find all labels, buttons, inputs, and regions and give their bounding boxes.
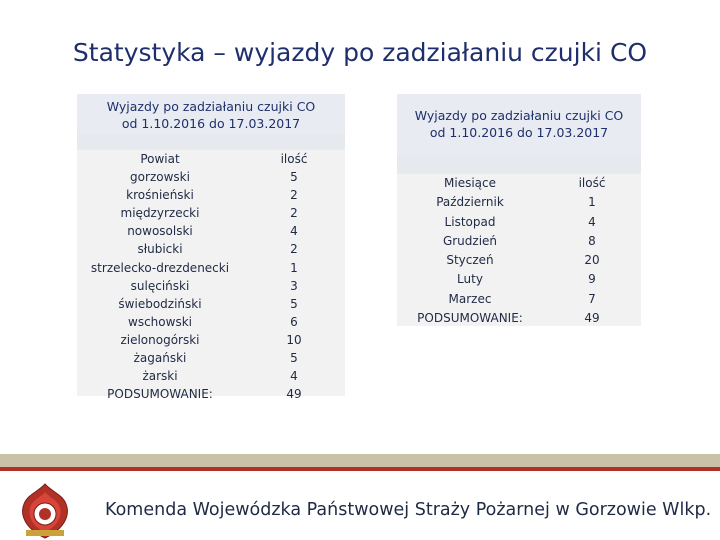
- footer-stripe: [0, 467, 720, 471]
- powiat-row-name: gorzowski: [130, 170, 190, 185]
- powiat-table-header-line2: od 1.10.2016 do 17.03.2017: [121, 116, 301, 131]
- powiat-summary-label: PODSUMOWANIE:: [107, 387, 213, 402]
- powiat-row-count: 1: [290, 260, 298, 275]
- miesiace-table: [397, 94, 641, 326]
- powiat-row-count: 6: [290, 314, 298, 329]
- powiat-table-body: [77, 150, 345, 403]
- powiat-row-name: słubicki: [137, 242, 183, 257]
- powiat-row-name: międzyrzecki: [120, 206, 200, 221]
- miesiace-row-name: Listopad: [444, 214, 496, 229]
- miesiace-summary-label: PODSUMOWANIE:: [417, 311, 523, 326]
- miesiace-table-header: [397, 94, 641, 157]
- powiat-row-count: 5: [290, 296, 298, 311]
- miesiace-row-count: 1: [588, 195, 596, 210]
- miesiace-table-header-line1: Wyjazdy po zadziałaniu czujki CO: [414, 108, 624, 123]
- powiat-row-count: 2: [290, 206, 298, 221]
- powiat-column-header: Powiat: [140, 152, 180, 166]
- powiat-count-column: [243, 150, 345, 403]
- miesiace-row-name: Styczeń: [446, 253, 494, 268]
- miesiace-row-count: 20: [584, 253, 600, 268]
- footer-band: [0, 454, 720, 467]
- powiat-table-header-line1: Wyjazdy po zadziałaniu czujki CO: [106, 99, 316, 114]
- miesiace-row-count: 9: [588, 272, 596, 287]
- powiat-table-spacer: [77, 134, 345, 150]
- miesiace-table-header-line2: od 1.10.2016 do 17.03.2017: [429, 125, 609, 140]
- powiat-row-name: zielonogórski: [120, 332, 200, 347]
- slide-title: Statystyka – wyjazdy po zadziałaniu czujki CO: [72, 38, 648, 67]
- miesiace-table-body: [397, 174, 641, 328]
- powiat-row-name: strzelecko-drezdenecki: [90, 260, 230, 275]
- powiat-row-count: 5: [290, 351, 298, 366]
- powiat-row-count: 5: [290, 170, 298, 185]
- powiat-row-name: wschowski: [128, 314, 192, 329]
- powiat-summary-value: 49: [286, 387, 302, 402]
- powiat-count-header: ilość: [280, 152, 308, 166]
- powiat-row-name: krośnieński: [126, 188, 194, 203]
- miesiace-row-count: 7: [588, 291, 596, 306]
- miesiace-row-name: Grudzień: [442, 233, 498, 248]
- powiat-row-count: 10: [286, 332, 302, 347]
- miesiace-row-count: 4: [588, 214, 596, 229]
- miesiace-count-column: [543, 174, 641, 328]
- miesiace-row-name: Marzec: [448, 291, 492, 306]
- powiat-row-name: żagański: [133, 351, 187, 366]
- powiat-row-name: żarski: [142, 369, 178, 384]
- miesiace-row-name: Październik: [436, 195, 504, 210]
- miesiace-table-spacer: [397, 157, 641, 174]
- miesiace-summary-value: 49: [584, 311, 600, 326]
- powiat-row-name: sulęciński: [130, 278, 190, 293]
- footer-organization-name: Komenda Wojewódzka Państwowej Straży Pożarnej w Gorzowie Wlkp.: [105, 500, 712, 520]
- miesiace-column-header: Miesiące: [444, 176, 496, 190]
- powiat-row-count: 3: [290, 278, 298, 293]
- powiat-name-column: [77, 150, 243, 403]
- powiat-row-count: 2: [290, 242, 298, 257]
- powiat-row-count: 4: [290, 369, 298, 384]
- powiat-table-header: [77, 94, 345, 134]
- fire-service-logo-icon: [14, 482, 76, 540]
- miesiace-count-header: ilość: [578, 176, 606, 190]
- miesiace-row-count: 8: [588, 233, 596, 248]
- powiat-row-count: 2: [290, 188, 298, 203]
- miesiace-row-name: Luty: [457, 272, 483, 287]
- powiat-row-name: nowosolski: [127, 224, 193, 239]
- powiat-row-name: świebodziński: [118, 296, 202, 311]
- miesiace-name-column: [397, 174, 543, 328]
- powiat-row-count: 4: [290, 224, 298, 239]
- powiat-table: [77, 94, 345, 402]
